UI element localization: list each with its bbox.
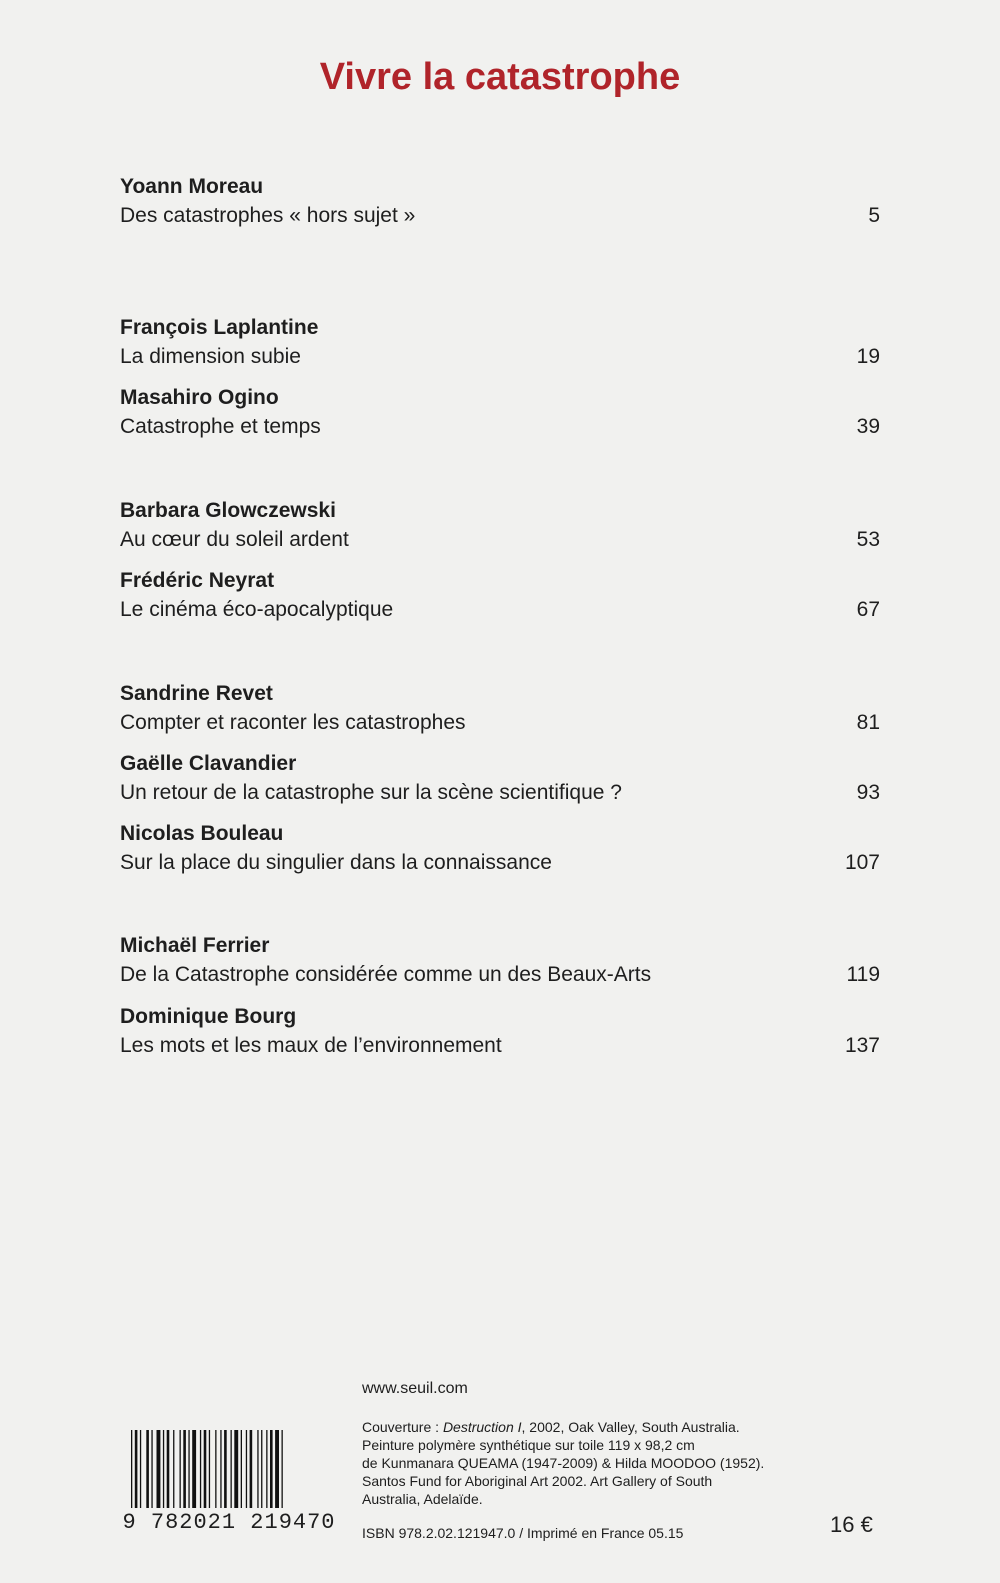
isbn-line: ISBN 978.2.02.121947.0 / Imprimé en France 05.15 — [362, 1525, 684, 1541]
toc-author: Gaëlle Clavandier — [120, 752, 297, 775]
toc-page-number: 19 — [856, 345, 880, 368]
toc-page-number: 67 — [856, 598, 880, 621]
toc-entry — [120, 566, 880, 624]
cover-credits — [362, 1418, 802, 1508]
toc-entry — [120, 383, 880, 441]
toc-page-number: 93 — [856, 781, 880, 804]
toc-article-title: Des catastrophes « hors sujet » — [120, 204, 416, 227]
cover-line-2: Peinture polymère synthétique sur toile 119 x 98,2 cm — [362, 1437, 695, 1453]
toc-page-number: 119 — [846, 963, 880, 986]
toc-article-title: Le cinéma éco-apocalyptique — [120, 598, 394, 621]
cover-line-3: de Kunmanara QUEAMA (1947-2009) & Hilda MOODOO (1952). — [362, 1455, 765, 1471]
toc-page-number: 53 — [856, 528, 880, 551]
toc-page-number: 81 — [856, 711, 880, 734]
toc-entry — [120, 1002, 880, 1060]
cover-label: Couverture : — [362, 1419, 443, 1435]
toc-entry — [120, 313, 880, 371]
toc-page-number: 39 — [856, 415, 880, 438]
toc-author: Frédéric Neyrat — [120, 569, 275, 592]
toc-author: François Laplantine — [120, 316, 319, 339]
toc-author: Nicolas Bouleau — [120, 822, 284, 845]
toc-article-title: De la Catastrophe considérée comme un des Beaux-Arts — [120, 963, 652, 986]
toc-article-title: Catastrophe et temps — [120, 415, 321, 438]
toc-article-title: Sur la place du singulier dans la connaissance — [120, 851, 552, 874]
toc-author: Yoann Moreau — [120, 175, 264, 198]
cover-line-1: , 2002, Oak Valley, South Australia. — [521, 1419, 740, 1435]
toc-entry — [120, 749, 880, 807]
price: 16 € — [830, 1512, 873, 1537]
toc-entry — [120, 679, 880, 737]
toc-entry — [120, 819, 880, 877]
toc-page-number: 137 — [844, 1034, 880, 1057]
toc-author: Dominique Bourg — [120, 1005, 297, 1028]
toc-author: Michaël Ferrier — [120, 934, 270, 957]
toc-page-number: 107 — [844, 851, 880, 874]
toc-page-number: 5 — [868, 204, 880, 227]
page-title: Vivre la catastrophe — [319, 56, 681, 98]
toc-article-title: Un retour de la catastrophe sur la scène scientifique ? — [120, 781, 622, 804]
toc-entry — [120, 931, 880, 989]
cover-line-4: Santos Fund for Aboriginal Art 2002. Art Gallery of South — [362, 1473, 713, 1489]
cover-line-5: Australia, Adelaïde. — [362, 1491, 483, 1507]
toc-author: Sandrine Revet — [120, 682, 273, 705]
toc-author: Masahiro Ogino — [120, 386, 279, 409]
toc-article-title: La dimension subie — [120, 345, 301, 368]
barcode-digits: 9 782021 219470 — [122, 1510, 336, 1535]
toc-entry — [120, 172, 880, 230]
toc-article-title: Les mots et les maux de l’environnement — [120, 1034, 502, 1057]
toc-article-title: Compter et raconter les catastrophes — [120, 711, 466, 734]
cover-work-title: Destruction I — [442, 1419, 522, 1435]
toc-entry — [120, 496, 880, 554]
toc-author: Barbara Glowczewski — [120, 499, 336, 522]
toc-article-title: Au cœur du soleil ardent — [120, 528, 349, 551]
publisher-website: www.seuil.com — [362, 1380, 468, 1397]
